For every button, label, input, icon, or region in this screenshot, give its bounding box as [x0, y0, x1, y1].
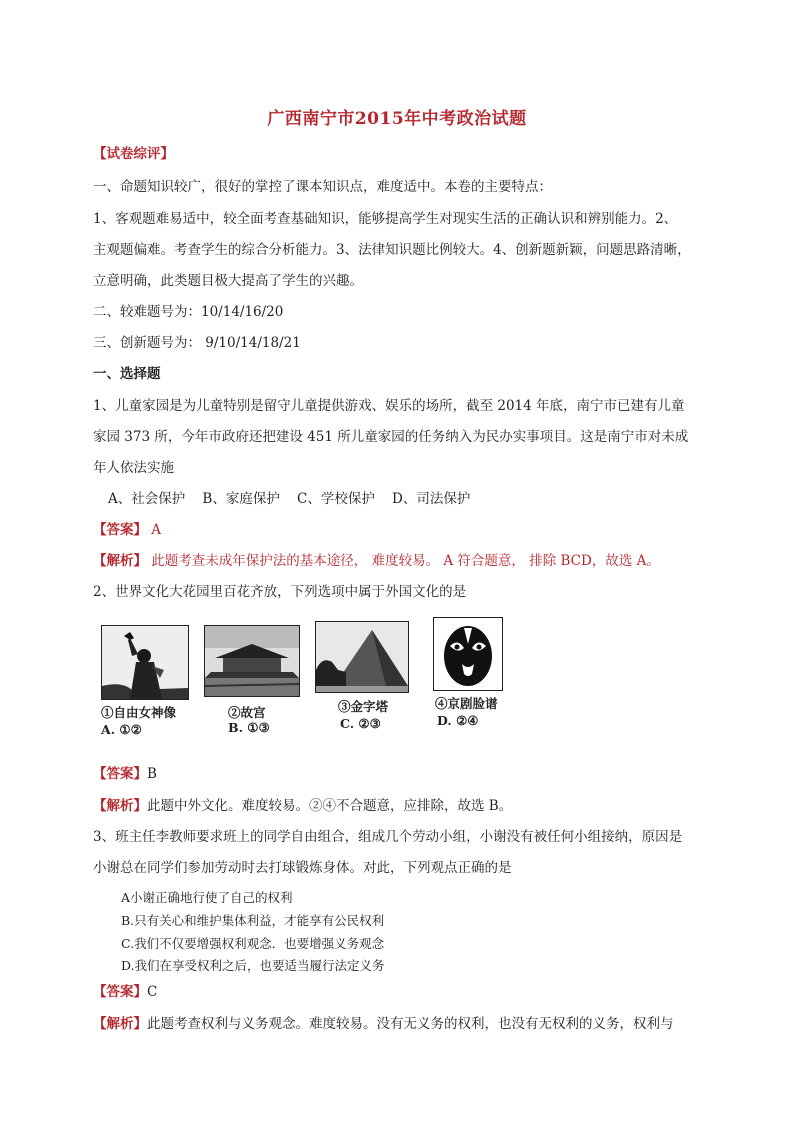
summary-line-2: 1、客观题难易适中，较全面考查基础知识，能够提高学生对现实生活的正确认识和辨别能力。2、: [93, 211, 678, 227]
section-heading: 一、选择题: [93, 366, 161, 382]
q1-stem-line-1: 1、儿童家园是为儿童特别是留守儿童提供游戏、娱乐的场所，截至 2014 年底，南宁市已建有儿童: [93, 398, 685, 414]
q3-option-a: A小谢正确地行使了自己的权利: [121, 890, 293, 905]
q1-analysis: [93, 552, 660, 570]
q3-option-d: D.我们在享受权利之后，也要适当履行法定义务: [121, 958, 385, 973]
analysis-text: 此题中外文化。难度较易。②④不合题意，应排除，故选 B。: [147, 798, 513, 814]
answer-value: C: [147, 984, 158, 1000]
opera-mask-image: [433, 617, 503, 691]
summary-line-5: 二、较难题号为：10/14/16/20: [93, 304, 284, 320]
analysis-label: 【解析】: [93, 553, 147, 569]
summary-line-4: 立意明确，此类题目极大提高了学生的兴趣。: [93, 273, 363, 289]
pyramid-image: [315, 621, 409, 693]
summary-line-3: 主观题偏难。考查学生的综合分析能力。3、法律知识题比例较大。4、创新题新颖，问题思路清晰，: [93, 242, 691, 258]
statue-of-liberty-image: [101, 625, 189, 700]
summary-line-6: 三、创新题号为： 9/10/14/18/21: [93, 335, 301, 351]
caption-2: ②故宫: [228, 705, 266, 720]
q3-stem-line-2: 小谢总在同学们参加劳动时去打球锻炼身体。对此，下列观点正确的是: [93, 860, 512, 876]
caption-1: ①自由女神像: [101, 705, 177, 720]
q3-stem-line-1: 3、班主任李教师要求班上的同学自由组合，组成几个劳动小组，小谢没有被任何小组接纳，原因是: [93, 829, 683, 845]
choice-d: D. ②④: [437, 713, 479, 728]
analysis-text: 此题考查未成年保护法的基本途径， 难度较易。 A 符合题意， 排除 BCD，故选 A。: [151, 553, 660, 569]
answer-value: B: [147, 766, 157, 782]
analysis-text: 此题考查权利与义务观念。难度较易。没有无义务的权利，也没有无权利的义务，权利与: [147, 1016, 674, 1032]
analysis-label: 【解析】: [93, 798, 147, 814]
q3-option-b: B.只有关心和维护集体利益，才能享有公民权利: [121, 913, 385, 928]
caption-3: ③金字塔: [338, 699, 389, 714]
answer-label: 【答案】: [93, 522, 147, 538]
choice-c: C. ②③: [340, 716, 381, 731]
q2-answer: [93, 765, 157, 783]
q3-option-c: C.我们不仅要增强权利观念．也要增强义务观念: [121, 936, 385, 951]
summary-header: 【试卷综评】: [93, 146, 174, 162]
q2-analysis: [93, 797, 512, 815]
q2-stem: 2、世界文化大花园里百花齐放，下列选项中属于外国文化的是: [93, 584, 467, 600]
q1-stem-line-2: 家园 373 所，今年市政府还把建设 451 所儿童家园的任务纳入为民办实事项目。这是南宁市对未成: [93, 429, 689, 445]
answer-value: A: [151, 522, 162, 538]
q3-analysis: [93, 1015, 674, 1033]
caption-4: ④京剧脸谱: [435, 696, 498, 711]
q3-answer: [93, 983, 157, 1001]
q1-answer: [93, 521, 161, 539]
analysis-label: 【解析】: [93, 1016, 147, 1032]
forbidden-city-image: [204, 625, 300, 697]
summary-line-1: 一、命题知识较广，很好的掌控了课本知识点，难度适中。本卷的主要特点：: [93, 179, 552, 195]
page-title: 广西南宁市2015年中考政治试题: [267, 109, 527, 129]
q1-options: A、社会保护 B、家庭保护 C、学校保护 D、司法保护: [108, 491, 471, 507]
q1-stem-line-3: 年人依法实施: [93, 460, 174, 476]
choice-a: A. ①②: [101, 722, 142, 737]
choice-b: B. ①③: [228, 720, 270, 735]
answer-label: 【答案】: [93, 766, 147, 782]
answer-label: 【答案】: [93, 984, 147, 1000]
